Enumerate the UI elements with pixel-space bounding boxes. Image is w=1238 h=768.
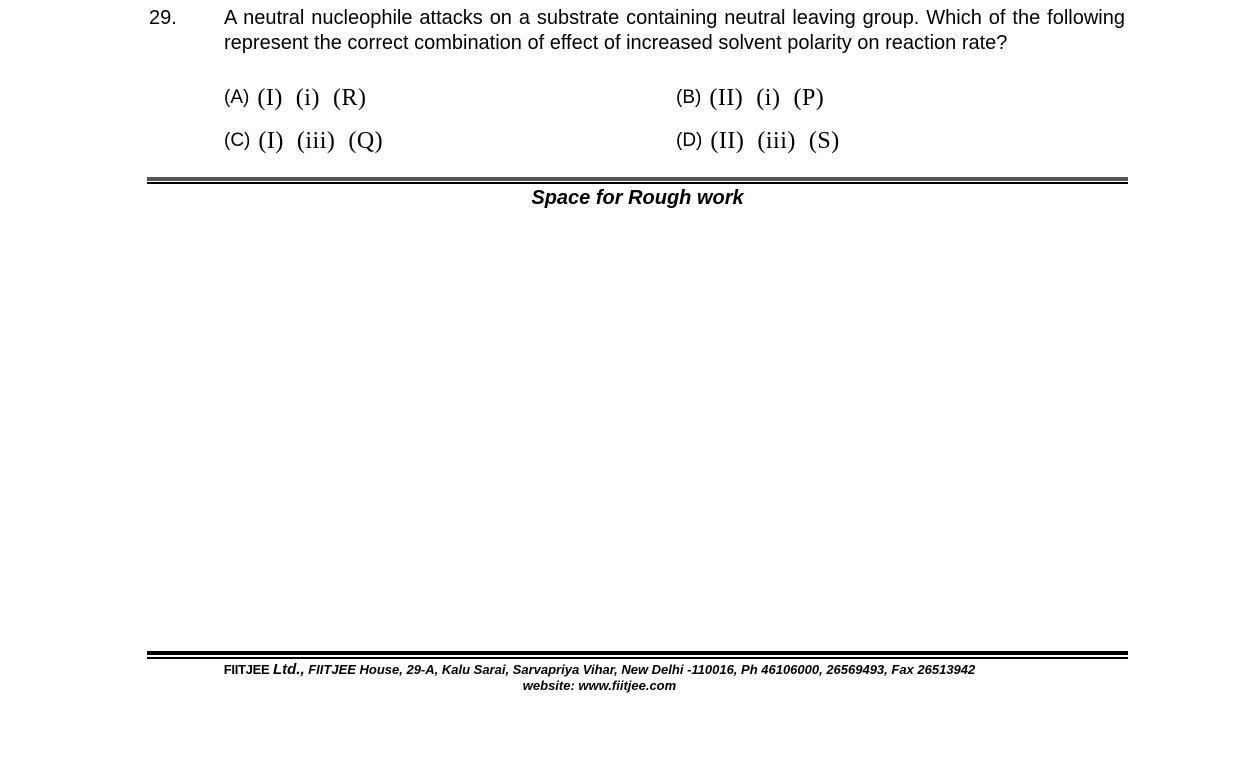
option-d[interactable] (676, 123, 840, 159)
footer-divider-thick (147, 651, 1128, 655)
option-a-value: (I) (i) (R) (257, 84, 367, 111)
footer-divider-thin (147, 657, 1128, 659)
option-c-label: (C) (224, 130, 251, 151)
option-d-value: (II) (iii) (S) (710, 127, 840, 154)
question-number: 29. (149, 7, 177, 29)
footer-website[interactable]: website: www.fiitjee.com (522, 678, 677, 693)
question-text: A neutral nucleophile attacks on a substrate containing neutral leaving group. Which of the following represent the correct combination of effect of increased solvent polarity on reaction rate? (224, 7, 1125, 54)
option-c-value: (I) (iii) (Q) (258, 127, 384, 154)
option-c[interactable] (224, 123, 383, 159)
footer-ltd: Ltd., (272, 661, 305, 678)
option-a-label: (A) (224, 87, 250, 108)
rough-work-divider-thin (147, 182, 1128, 184)
footer-brand: FIITJEE (223, 662, 270, 677)
option-b-label: (B) (676, 87, 702, 108)
option-a[interactable] (224, 80, 366, 116)
rough-work-title: Space for Rough work (531, 187, 744, 209)
option-b[interactable] (676, 80, 824, 116)
footer-address-line (147, 662, 1052, 678)
option-d-label: (D) (676, 130, 703, 151)
footer-address: FIITJEE House, 29-A, Kalu Sarai, Sarvapriya Vihar, New Delhi -110016, Ph 46106000, 26569493, Fax 26513942 (308, 662, 976, 677)
rough-work-divider-thick (147, 177, 1128, 181)
option-b-value: (II) (i) (P) (709, 84, 825, 111)
